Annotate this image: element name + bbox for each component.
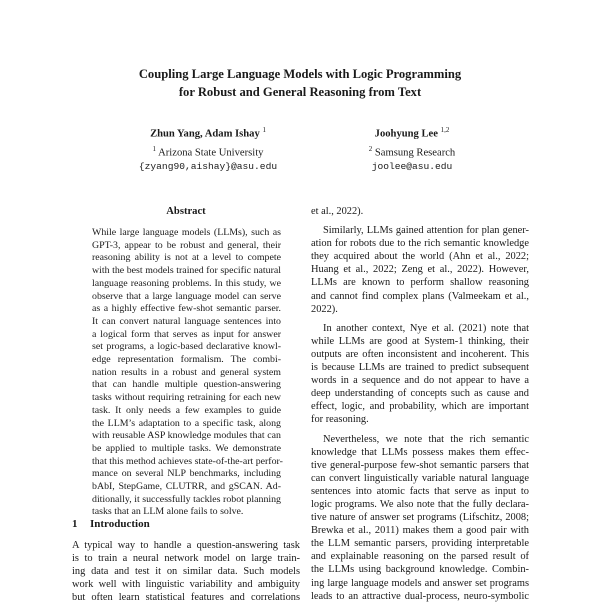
text-line: sentences into atomic facts that serve as input to [311,485,529,497]
text-line: but often learn statistical features and correlations [72,592,300,604]
author-block-1 [98,123,318,174]
text-line: for reasoning. [311,414,369,426]
text-line: 2022). [311,303,338,315]
section-number: 1 [72,518,78,530]
affiliation-sup-2: 2 [368,144,373,153]
author-block-2 [322,123,502,174]
right-column-body [311,205,529,603]
text-line: the LLMs using background knowledge. Combin- [311,564,529,576]
paragraph [311,322,529,427]
author-sup-2: 1,2 [440,126,450,134]
text-line: while LLMs are good at System-1 thinking, their [311,335,529,347]
abstract-heading: Abstract [166,206,206,217]
text-line: effect, logic, and probability, which are important [311,401,529,413]
text-line: task. It only needs a few examples to guide [92,404,281,416]
text-line: reasoning ability is not at a level to compete [92,252,281,264]
text-line: outputs are often inconsistent and incoherent. This [311,348,529,360]
text-line: logic programs. We also note that the fully declara- [311,498,529,510]
text-line: ing large language models and answer set programs [311,577,529,589]
text-line: ditionally, it successfully tackles robot planning [92,493,281,505]
text-line: can convert linguistically variable natural language [311,472,529,484]
text-line: language reasoning problems. In this study, we [92,277,281,289]
text-line: as a highly effective few-shot semantic parser. [92,303,281,315]
affiliation-1: Arizona State University [158,147,264,159]
text-line: A typical way to handle a question-answering task [72,540,300,551]
text-line: is because LLMs are trained to predict subsequent [311,362,529,374]
text-line: work well with linguistic variability and ambiguity [72,579,300,591]
email-2: joolee@asu.edu [371,161,453,173]
text-line: Huang et al., 2022; Zeng et al., 2022). However, [311,264,529,276]
paragraph [311,433,529,603]
text-line: be applied to multiple tasks. We demonstrate [92,442,281,454]
text-line: and cannot find complex plans (Valmeekam et al., [311,290,529,302]
text-line: that this method achieves state-of-the-art perfor- [92,455,283,467]
text-line: knowledge that LLMs possess makes them effec- [311,446,529,458]
text-line: that can handle multiple question-answering [92,379,281,391]
text-line: with the best models trained for specific natural [92,265,281,277]
text-line: tive nature of answer set programs (Lifschitz, 2008; [311,512,529,524]
text-line: edge representation formalism. The combi- [92,354,281,366]
paragraph [311,224,529,316]
affiliation-2: Samsung Research [374,147,456,159]
text-line: ing data and test it on similar data. Such models [72,566,300,578]
text-line: leads to an attractive dual-process, neuro-symbolic [311,590,529,602]
text-line: nation results in a robust and general system [92,366,281,378]
text-line: words in a sequence and do not appear to have a [311,375,529,387]
text-line: et al., 2022). [311,206,364,217]
text-line: Brewka et al., 2011) makes them a good pair with [311,525,529,537]
text-line: is to train a neural network model on large train- [72,553,300,565]
abstract-body [92,227,281,519]
text-line: the LLM’s adaptation to a specific task, along [92,417,281,429]
author-names-1: Zhun Yang, Adam Ishay [150,128,260,140]
text-line: ation for robots due to the rich semantic knowledge [311,238,529,250]
paragraph [311,205,529,218]
section-title: Introduction [90,518,150,530]
text-line: a logical form that serves as input for answer [92,328,281,340]
text-line: and explainable reasoning on the parsed result of [311,551,529,563]
text-line: tasks without requiring retraining for each new [92,392,281,404]
text-line: LLMs are known to perform shallow reasoning [311,277,529,289]
text-line: Nevertheless, we note that the rich semantic [323,433,529,445]
author-names-2: Joohyung Lee [374,128,438,140]
introduction-body [72,539,300,604]
text-line: observe that a large language model can serve [92,290,281,302]
text-line: Similarly, LLMs gained attention for plan gener- [323,225,529,237]
text-line: bAbI, StepGame, CLUTRR, and gSCAN. Ad- [92,481,281,493]
email-1: {zyang90,aishay}@asu.edu [138,161,278,173]
text-line: In another context, Nye et al. (2021) note that [323,322,529,334]
paper-title-line-2: for Robust and General Reasoning from Text [178,85,422,99]
text-line: While large language models (LLMs), such as [92,227,281,238]
text-line: mance on several NLP benchmarks, including [92,468,281,480]
text-line: GPT-3, appear to be robust and general, their [92,239,281,251]
paper-title-line-1: Coupling Large Language Models with Logic Programming [138,67,462,81]
text-line: tasks that an LLM alone fails to solve. [92,506,244,518]
text-line: deep understanding of concepts such as cause and [311,388,529,400]
author-sup-1: 1 [262,126,266,134]
text-line: they acquired about the world (Ahn et al., 2022; [311,251,529,263]
text-line: the LLM semantic parsers, providing interpretable [311,538,529,550]
text-line: set programs, a logic-based declarative knowl- [92,341,281,353]
text-line: tive general-purpose few-shot semantic parsers that [311,459,529,471]
text-line: with reusable ASP knowledge modules that can [92,430,281,442]
text-line: It can convert natural language sentences into [92,315,281,327]
section-heading-introduction [72,518,150,530]
affiliation-sup-1: 1 [152,144,157,153]
